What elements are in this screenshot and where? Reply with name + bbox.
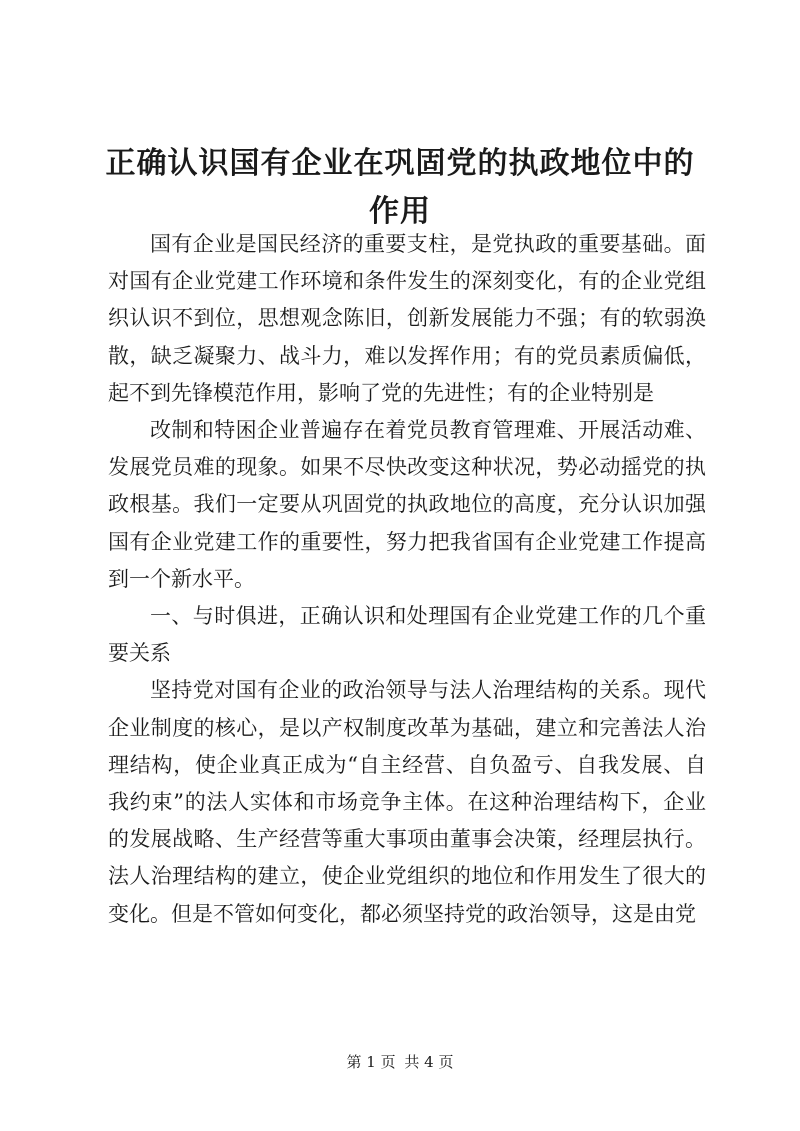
page-footer <box>0 1052 800 1072</box>
page-total: 共 4 页 <box>404 1053 454 1071</box>
document-body <box>108 226 706 933</box>
paragraph-3: 坚持党对国有企业的政治领导与法人治理结构的关系。现代企业制度的核心，是以产权制度改革为基础，建立和完善法人治理结构，使企业真正成为“自主经营、自负盈亏、自我发展、自我约束”的法人实体和市场竞争主体。在这种治理结构下，企业的发展战略、生产经营等重大事项由董事会决策，经理层执行。法人治理结构的建立，使企业党组织的地位和作用发生了很大的变化。但是不管如何变化，都必须坚持党的政治领导，这是由党 <box>108 678 706 926</box>
paragraph-1: 国有企业是国民经济的重要支柱，是党执政的重要基础。面对国有企业党建工作环境和条件发生的深刻变化，有的企业党组织认识不到位，思想观念陈旧，创新发展能力不强；有的软弱涣散，缺乏凝聚力、战斗力，难以发挥作用；有的党员素质偏低，起不到先锋模范作用，影响了党的先进性；有的企业特别是 <box>108 232 706 405</box>
document-title: 正确认识国有企业在巩固党的执政地位中的作用 <box>105 146 695 229</box>
page-number: 第 1 页 <box>346 1053 396 1071</box>
section-heading-1: 一、与时俱进，正确认识和处理国有企业党建工作的几个重要关系 <box>108 604 706 666</box>
paragraph-2: 改制和特困企业普遍存在着党员教育管理难、开展活动难、发展党员难的现象。如果不尽快改变这种状况，势必动摇党的执政根基。我们一定要从巩固党的执政地位的高度，充分认识加强国有企业党建工作的重要性，努力把我省国有企业党建工作提高到一个新水平。 <box>108 418 706 591</box>
